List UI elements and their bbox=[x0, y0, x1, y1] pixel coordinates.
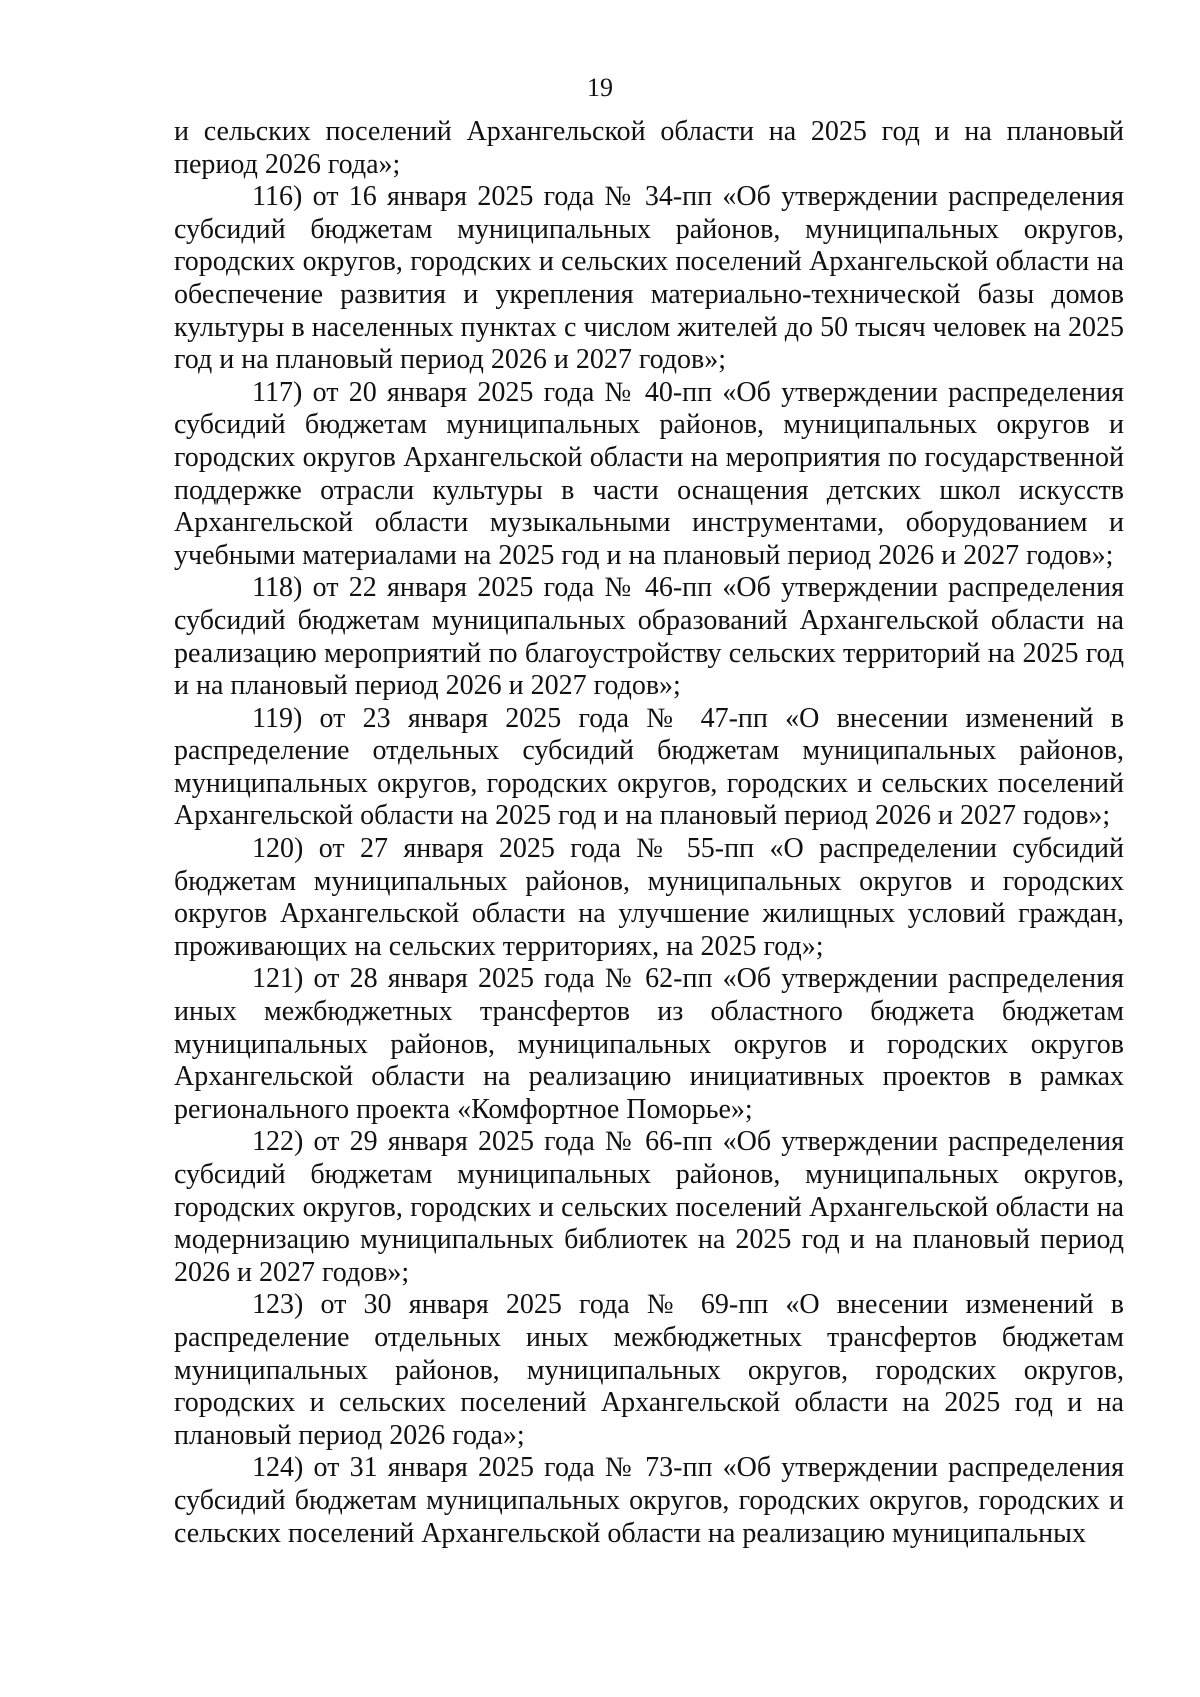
list-item-122: 122) от 29 января 2025 года № 66-пп «Об утверждении распределения субсидий бюджетам муниципальных районов, муниципальных округов, городских округов, городских и сельских поселений Архангельской области на модернизацию муниципальных библиотек на 2025 год и на плановый период 2026 и 2027 годов»; bbox=[174, 1126, 1124, 1288]
document-body bbox=[174, 116, 1124, 1550]
list-item-118: 118) от 22 января 2025 года № 46-пп «Об утверждении распределения субсидий бюджетам муниципальных образований Архангельской области на реализацию мероприятий по благоустройству сельских территорий на 2025 год и на плановый период 2026 и 2027 годов»; bbox=[174, 572, 1124, 702]
list-item-119: 119) от 23 января 2025 года № 47-пп «О внесении изменений в распределение отдельных субсидий бюджетам муниципальных районов, муниципальных округов, городских округов, городских и сельских поселений Архангельской области на 2025 год и на плановый период 2026 и 2027 годов»; bbox=[174, 702, 1124, 832]
list-item-116: 116) от 16 января 2025 года № 34-пп «Об утверждении распределения субсидий бюджетам муниципальных районов, муниципальных округов, городских округов, городских и сельских поселений Архангельской области на обеспечение развития и укрепления материально-технической базы домов культуры в населенных пунктах с числом жителей до 50 тысяч человек на 2025 год и на плановый период 2026 и 2027 годов»; bbox=[174, 181, 1124, 376]
list-item-124: 124) от 31 января 2025 года № 73-пп «Об утверждении распределения субсидий бюджетам муниципальных округов, городских округов, городских и сельских поселений Архангельской области на реализацию муниципальных bbox=[174, 1452, 1124, 1549]
list-item-121: 121) от 28 января 2025 года № 62-пп «Об утверждении распределения иных межбюджетных трансфертов из областного бюджета бюджетам муниципальных районов, муниципальных округов и городских округов Архангельской области на реализацию инициативных проектов в рамках регионального проекта «Комфортное Поморье»; bbox=[174, 963, 1124, 1125]
list-item-120: 120) от 27 января 2025 года № 55-пп «О распределении субсидий бюджетам муниципальных районов, муниципальных округов и городских округов Архангельской области на улучшение жилищных условий граждан, проживающих на сельских территориях, на 2025 год»; bbox=[174, 833, 1124, 962]
list-item-123: 123) от 30 января 2025 года № 69-пп «О внесении изменений в распределение отдельных иных межбюджетных трансфертов бюджетам муниципальных районов, муниципальных округов, городских округов, городских и сельских поселений Архангельской области на 2025 год и на плановый период 2026 года»; bbox=[174, 1289, 1124, 1451]
paragraph-continuation: и сельских поселений Архангельской области на 2025 год и на плановый период 2026 года»; bbox=[174, 116, 1124, 180]
list-item-117: 117) от 20 января 2025 года № 40-пп «Об утверждении распределения субсидий бюджетам муниципальных районов, муниципальных округов и городских округов Архангельской области на мероприятия по государственной поддержке отрасли культуры в части оснащения детских школ искусств Архангельской области музыкальными инструментами, оборудованием и учебными материалами на 2025 год и на плановый период 2026 и 2027 годов»; bbox=[174, 376, 1124, 571]
page-number: 19 bbox=[587, 73, 613, 102]
